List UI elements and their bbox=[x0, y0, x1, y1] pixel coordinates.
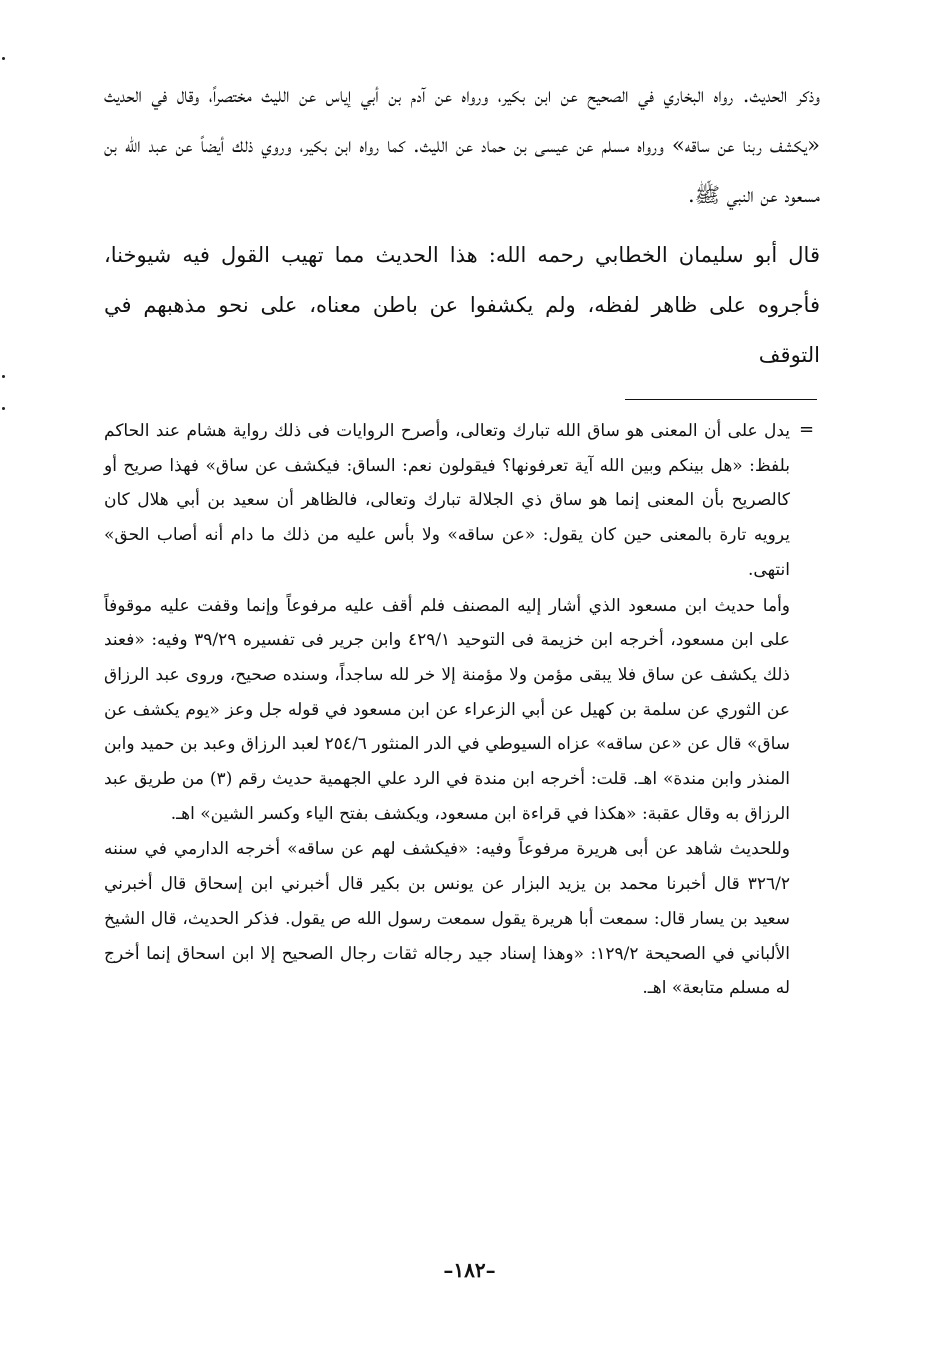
scan-speck bbox=[2, 375, 5, 378]
scan-speck bbox=[2, 407, 5, 410]
footnote-paragraph: وأما حديث ابن مسعود الذي أشار إليه المصنف فلم أقف عليه مرفوعاً وإنما وقفت عليه موقوفاً على ابن مسعود، أخرجه ابن خزيمة فى التوحيد ٤٢٩/١ وابن جرير فى تفسيره ٣٩/٢٩ وفيه: «فعند ذلك يكشف عن ساق فلا يبقى مؤمن ولا مؤمنة إلا خر لله ساجداً، وسنده صحيح، وروى عبد الرزاق عن الثوري عن سلمة بن كهيل عن أبي الزعراء عن ابن مسعود في قوله جل وعز «يوم يكشف عن ساق» قال عن «عن ساقه» عزاه السيوطي في الدر المنثور ٢٥٤/٦ لعبد الرزاق وعبد بن حميد وابن المنذر وابن مندة» اهـ. قلت: أخرجه ابن مندة في الرد علي الجهمية حديث رقم (٣) من طريق عبد الرزاق به وقال عقبة: «هكذا في قراءة ابن مسعود، ويكشف بفتح الياء وكسر الشين» اهـ. bbox=[104, 595, 790, 824]
footnote-paragraph: يدل على أن المعنى هو ساق الله تبارك وتعالى، وأصرح الروايات فى ذلك رواية هشام عند الحاكم بلفظ: «هل بينكم وبين الله آية تعرفونها؟ فيقولون نعم: الساق: فيكشف عن ساق» فهذا صريح أو كالصريح بأن المعنى إنما هو ساق ذي الجلالة تبارك وتعالى، فالظاهر أن سعيد بن أبي هلال كان يرويه تارة بالمعنى حين كان يقول: «عن ساقه» ولا بأس عليه من ذلك ما دام أنه أصاب الحق» انتهى. bbox=[104, 421, 790, 580]
page-number: –١٨٢– bbox=[443, 1258, 496, 1282]
scan-speck bbox=[2, 57, 5, 60]
main-paragraph: وذكر الحديث. رواه البخاري في الصحيح عن ابن بكير، ورواه عن آدم بن أبي إياس عن الليث مختصراً، وقال في الحديث «يكشف ربنا عن ساقه» ورواه مسلم عن عيسى بن حماد عن الليث. كما رواه ابن بكير، وروي ذلك أيضاً عن عبد الله بن مسعود عن النبي ﷺ. bbox=[104, 83, 820, 207]
main-body-text bbox=[104, 70, 820, 380]
main-paragraph: قال أبو سليمان الخطابي رحمه الله: هذا الحديث مما تهيب القول فيه شيوخنا، فأجروه على ظاهر لفظه، ولم يكشفوا عن باطن معناه، على نحو مذهبهم في التوقف bbox=[104, 243, 820, 367]
footnotes-block bbox=[104, 414, 790, 1006]
footnote-paragraph: وللحديث شاهد عن أبى هريرة مرفوعاً وفيه: «فيكشف لهم عن ساقه» أخرجه الدارمي في سننه ٣٢٦/٢ قال أخبرنا محمد بن يزيد البزار عن يونس بن بكير قال أخبرني ابن إسحاق قال أخبرني سعيد بن يسار قال: سمعت أبا هريرة يقول سمعت رسول الله ص يقول. فذكر الحديث، قال الشيخ الألباني في الصحيحة ١٢٩/٢: «وهذا إسناد جيد رجاله ثقات رجال الصحيح إلا ابن اسحاق إنما أخرج له مسلم متابعة» اهـ. bbox=[104, 839, 791, 999]
footnote-separator bbox=[625, 399, 817, 400]
footnote-continuation-mark: = bbox=[799, 419, 815, 440]
